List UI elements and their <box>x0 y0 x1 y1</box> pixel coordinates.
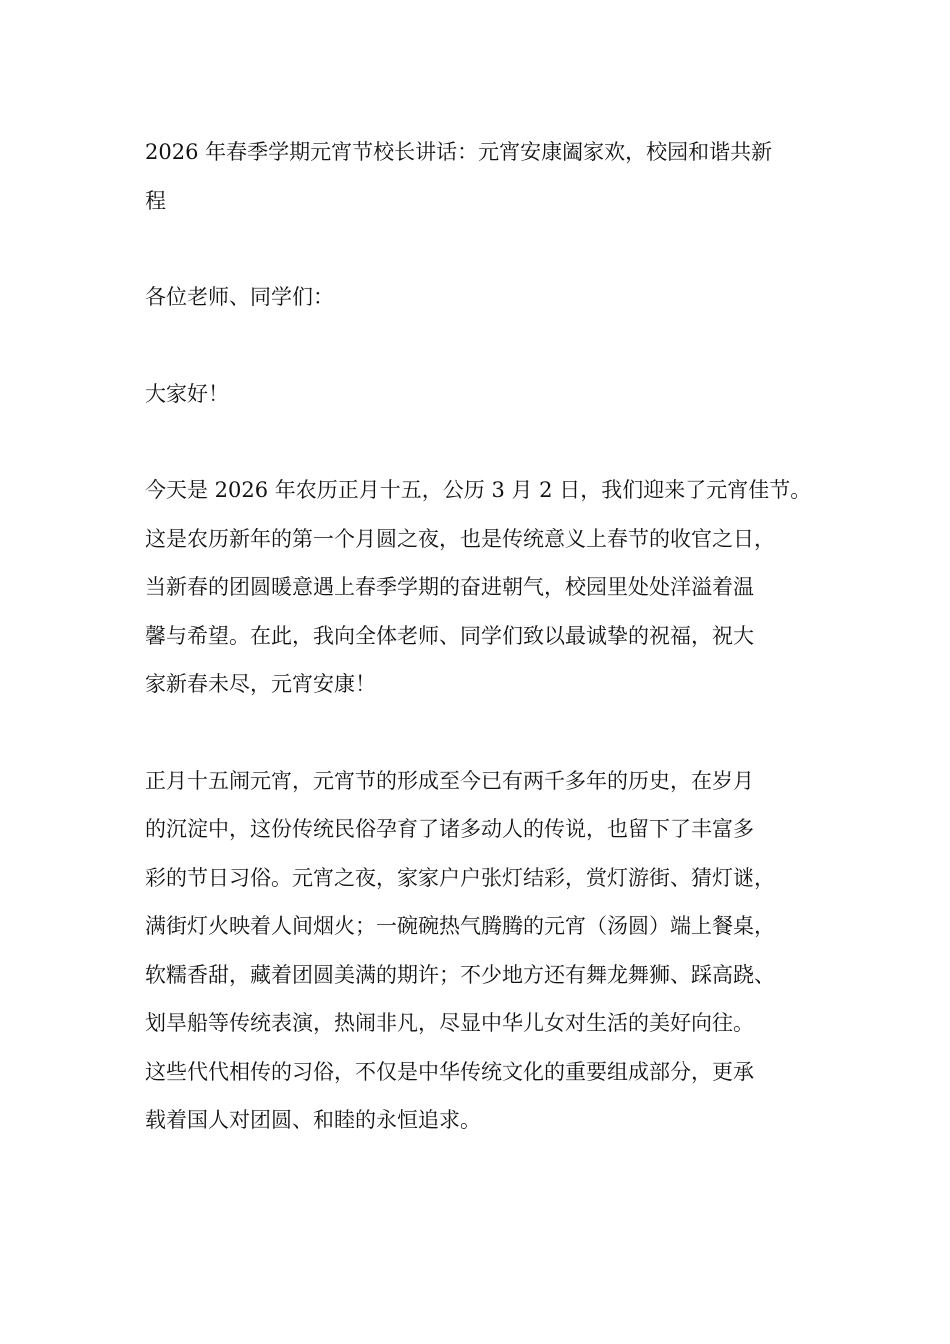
spacer <box>145 418 815 466</box>
text-line: 正月十五闹元宵，元宵节的形成至今已有两千多年的历史，在岁月 <box>145 768 754 793</box>
text-line: 载着国人对团圆、和睦的永恒追求。 <box>145 1108 481 1132</box>
text-line: 当新春的团圆暖意遇上春季学期的奋进朝气，校园里处处洋溢着温 <box>145 575 754 599</box>
text-line: 馨与希望。在此，我向全体老师、同学们致以最诚挚的祝福，祝大 <box>145 623 754 648</box>
text-line: 的沉淀中，这份传统民俗孕育了诸多动人的传说，也留下了丰富多 <box>145 817 754 841</box>
text-line: 划旱船等传统表演，热闹非凡，尽显中华儿女对生活的美好向往。 <box>145 1011 754 1035</box>
paragraph-1 <box>145 466 815 709</box>
text-line: 软糯香甜，藏着团圆美满的期许；不少地方还有舞龙舞狮、踩高跷、 <box>145 962 775 987</box>
title-line: 程 <box>145 188 166 213</box>
title-line: 2026 年春季学期元宵节校长讲话：元宵安康阖家欢，校园和谐共新 <box>145 140 773 164</box>
text-line: 这是农历新年的第一个月圆之夜，也是传统意义上春节的收官之日， <box>145 526 775 551</box>
text-line: 今天是 2026 年农历正月十五，公历 3 月 2 日，我们迎来了元宵佳节。 <box>145 478 812 502</box>
greeting: 大家好！ <box>145 381 229 406</box>
salutation: 各位老师、同学们： <box>145 285 334 309</box>
spacer <box>145 322 815 370</box>
spacer <box>145 225 815 273</box>
document-title <box>145 128 815 225</box>
text-line: 家新春未尽，元宵安康！ <box>145 672 376 696</box>
text-line: 满街灯火映着人间烟火；一碗碗热气腾腾的元宵（汤圆）端上餐桌， <box>145 914 775 938</box>
text-line: 这些代代相传的习俗，不仅是中华传统文化的重要组成部分，更承 <box>145 1059 754 1084</box>
spacer <box>145 709 815 757</box>
text-line: 彩的节日习俗。元宵之夜，家家户户张灯结彩，赏灯游街、猜灯谜， <box>145 865 775 890</box>
document-body <box>145 128 815 1145</box>
paragraph-2 <box>145 757 815 1145</box>
